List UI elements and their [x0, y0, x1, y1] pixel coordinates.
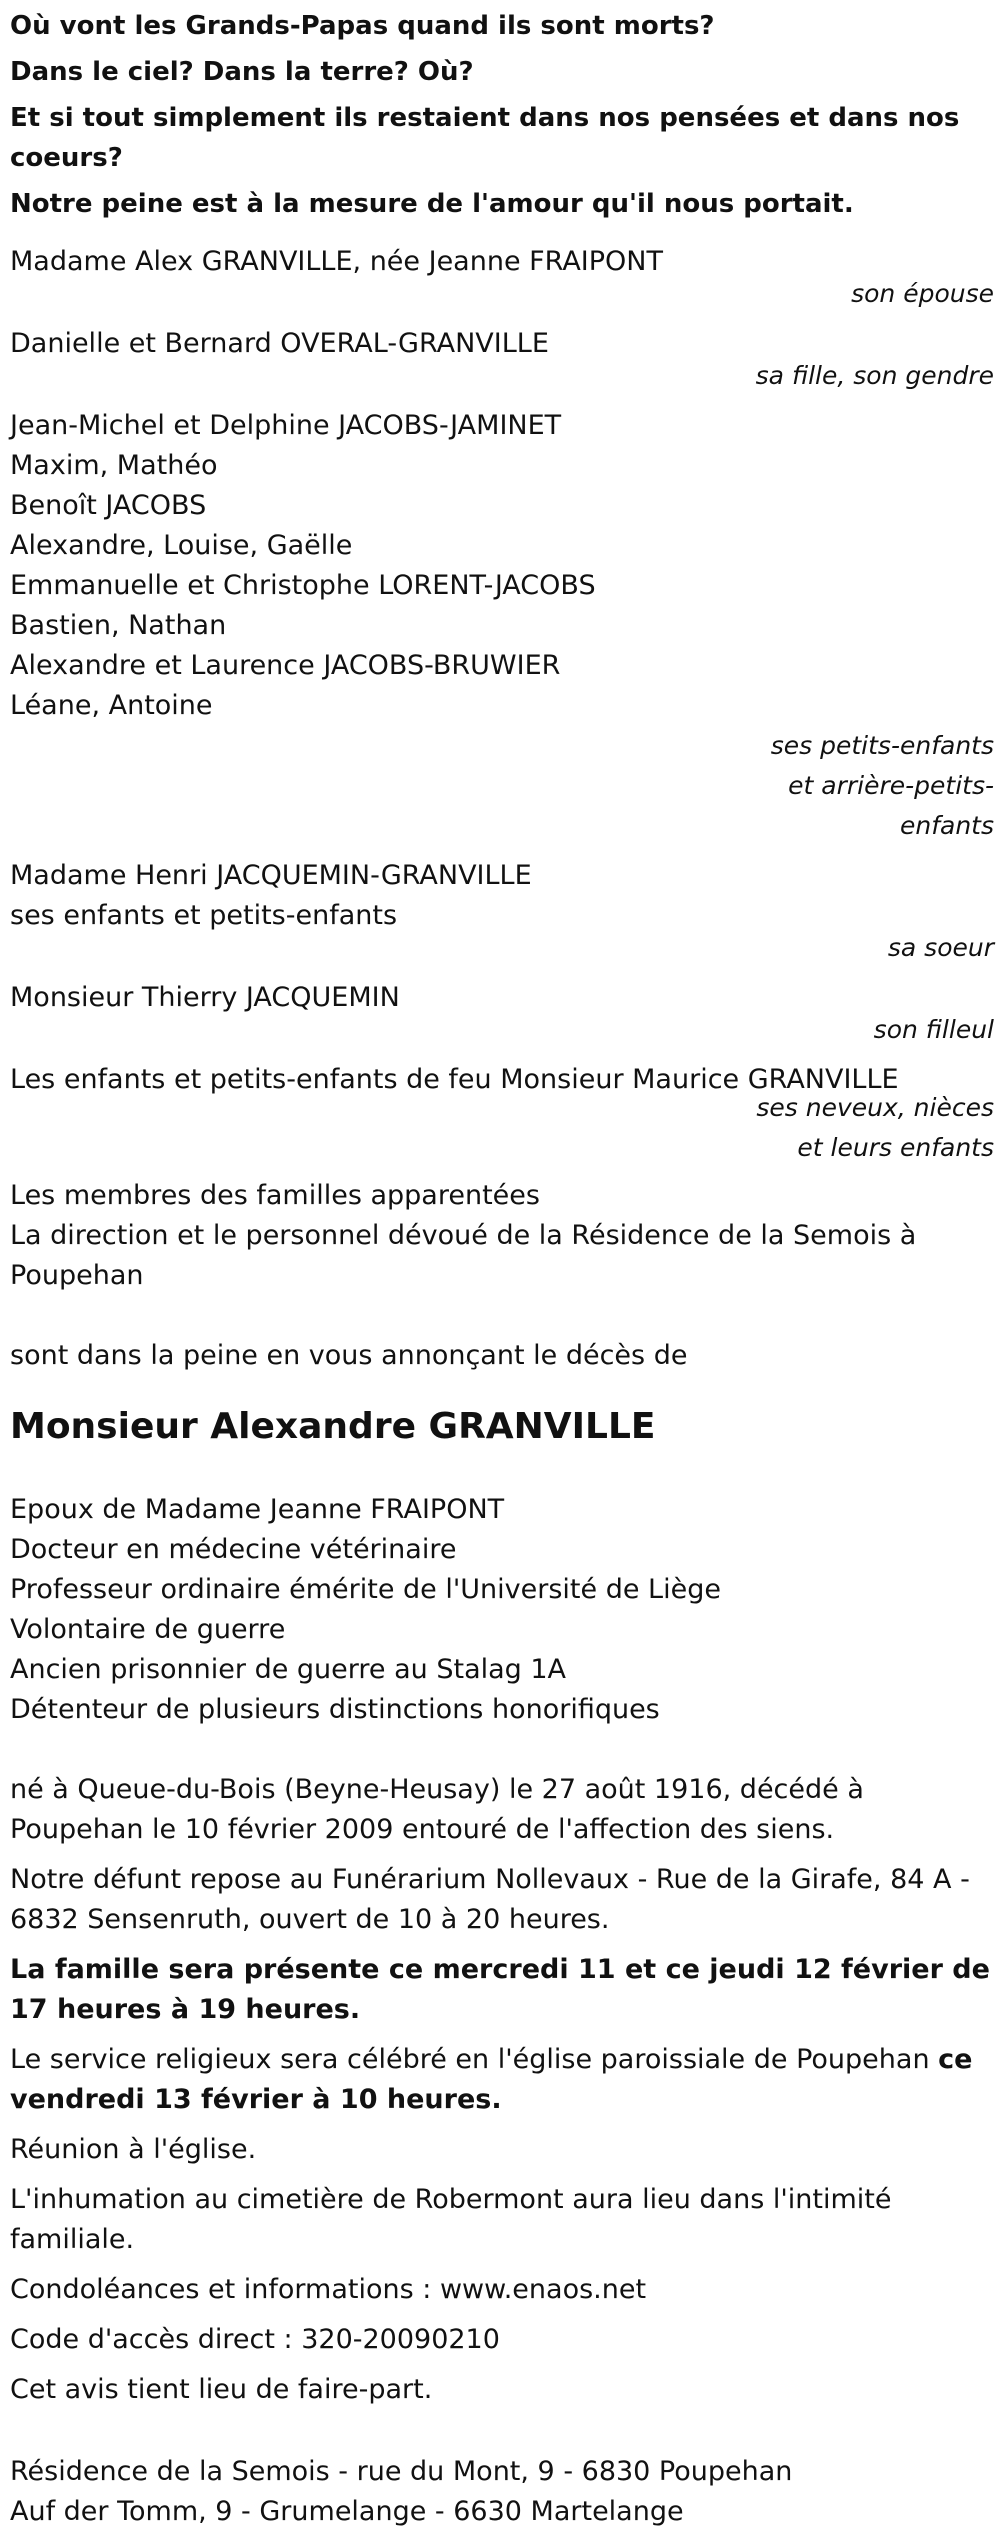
family-daughter	[10, 324, 994, 396]
address-line: Résidence de la Semois - rue du Mont, 9 - 6830 Poupehan	[10, 2456, 793, 2487]
addresses	[10, 2452, 994, 2532]
family-nephews	[10, 1060, 994, 1168]
family-name: Madame Henri JACQUEMIN-GRANVILLE	[10, 860, 532, 891]
funerarium-text: Notre défunt repose au Funérarium Nollevaux - Rue de la Girafe, 84 A - 6832 Sensenruth, ouvert de 10 à 20 heures.	[10, 1864, 970, 1935]
title-line: Ancien prisonnier de guerre au Stalag 1A	[10, 1654, 567, 1685]
service-time: ce vendredi 13 février à 10 heures.	[10, 2044, 973, 2115]
title-line: Epoux de Madame Jeanne FRAIPONT	[10, 1494, 505, 1525]
family-name: La direction et le personnel dévoué de la Résidence de la Semois à Poupehan	[10, 1220, 917, 1291]
presence-text: La famille sera présente ce mercredi 11 et ce jeudi 12 février de 17 heures à 19 heures.	[10, 1954, 990, 2025]
title-line: Professeur ordinaire émérite de l'Université de Liège	[10, 1574, 721, 1605]
family-name: Les membres des familles apparentées	[10, 1180, 540, 1211]
family-name: Madame Alex GRANVILLE, née Jeanne FRAIPONT	[10, 246, 663, 277]
family-role: et arrière-petits-	[788, 771, 994, 800]
family-name: Léane, Antoine	[10, 690, 213, 721]
family-name: Danielle et Bernard OVERAL-GRANVILLE	[10, 328, 549, 359]
service-text	[10, 2040, 994, 2120]
birth-death-text: né à Queue-du-Bois (Beyne-Heusay) le 27 août 1916, décédé à Poupehan le 10 février 2009 entouré de l'affection des siens.	[10, 1774, 864, 1845]
family-sister	[10, 856, 994, 968]
family-role: son épouse	[851, 279, 994, 308]
service-prefix: Le service religieux sera célébré en l'église paroissiale de Poupehan	[10, 2044, 939, 2075]
title-line: Docteur en médecine vétérinaire	[10, 1534, 457, 1565]
intro-line: Dans le ciel? Dans la terre? Où?	[10, 57, 474, 87]
family-name: Jean-Michel et Delphine JACOBS-JAMINET	[10, 410, 562, 441]
deceased-titles	[10, 1490, 994, 1730]
address-line: Auf der Tomm, 9 - Grumelange - 6630 Martelange	[10, 2496, 684, 2527]
family-grandchildren	[10, 406, 994, 846]
notice-text: Cet avis tient lieu de faire-part.	[10, 2374, 433, 2405]
intro-poem	[10, 6, 994, 224]
family-role: son filleul	[873, 1015, 994, 1044]
condolences-text: Condoléances et informations : www.enaos.net	[10, 2274, 647, 2305]
title-line: Volontaire de guerre	[10, 1614, 286, 1645]
announcement-text: sont dans la peine en vous annonçant le décès de	[10, 1340, 688, 1371]
meeting-text: Réunion à l'église.	[10, 2134, 257, 2165]
family-name: Maxim, Mathéo	[10, 450, 218, 481]
title-line: Détenteur de plusieurs distinctions honorifiques	[10, 1694, 660, 1725]
family-role: enfants	[899, 811, 994, 840]
family-spouse	[10, 242, 994, 314]
intro-line: Où vont les Grands-Papas quand ils sont morts?	[10, 11, 715, 41]
family-godson	[10, 978, 994, 1050]
family-name: ses enfants et petits-enfants	[10, 900, 398, 931]
family-name: Bastien, Nathan	[10, 610, 227, 641]
family-name: Alexandre, Louise, Gaëlle	[10, 530, 353, 561]
burial-text: L'inhumation au cimetière de Robermont aura lieu dans l'intimité familiale.	[10, 2184, 892, 2255]
family-role: ses neveux, nièces	[756, 1093, 994, 1122]
family-name: Les enfants et petits-enfants de feu Monsieur Maurice GRANVILLE	[10, 1064, 899, 1095]
family-role: sa soeur	[887, 933, 994, 962]
family-role: ses petits-enfants	[770, 731, 994, 760]
family-name: Monsieur Thierry JACQUEMIN	[10, 982, 400, 1013]
deceased-name: Monsieur Alexandre GRANVILLE	[10, 1406, 656, 1447]
family-role: et leurs enfants	[797, 1133, 994, 1162]
intro-line: Et si tout simplement ils restaient dans nos pensées et dans nos coeurs?	[10, 103, 960, 173]
family-role: sa fille, son gendre	[755, 361, 994, 390]
family-name: Alexandre et Laurence JACOBS-BRUWIER	[10, 650, 561, 681]
family-name: Emmanuelle et Christophe LORENT-JACOBS	[10, 570, 596, 601]
access-code-text: Code d'accès direct : 320-20090210	[10, 2324, 500, 2355]
intro-line: Notre peine est à la mesure de l'amour qu'il nous portait.	[10, 189, 854, 219]
family-others	[10, 1176, 994, 1296]
family-name: Benoît JACOBS	[10, 490, 207, 521]
